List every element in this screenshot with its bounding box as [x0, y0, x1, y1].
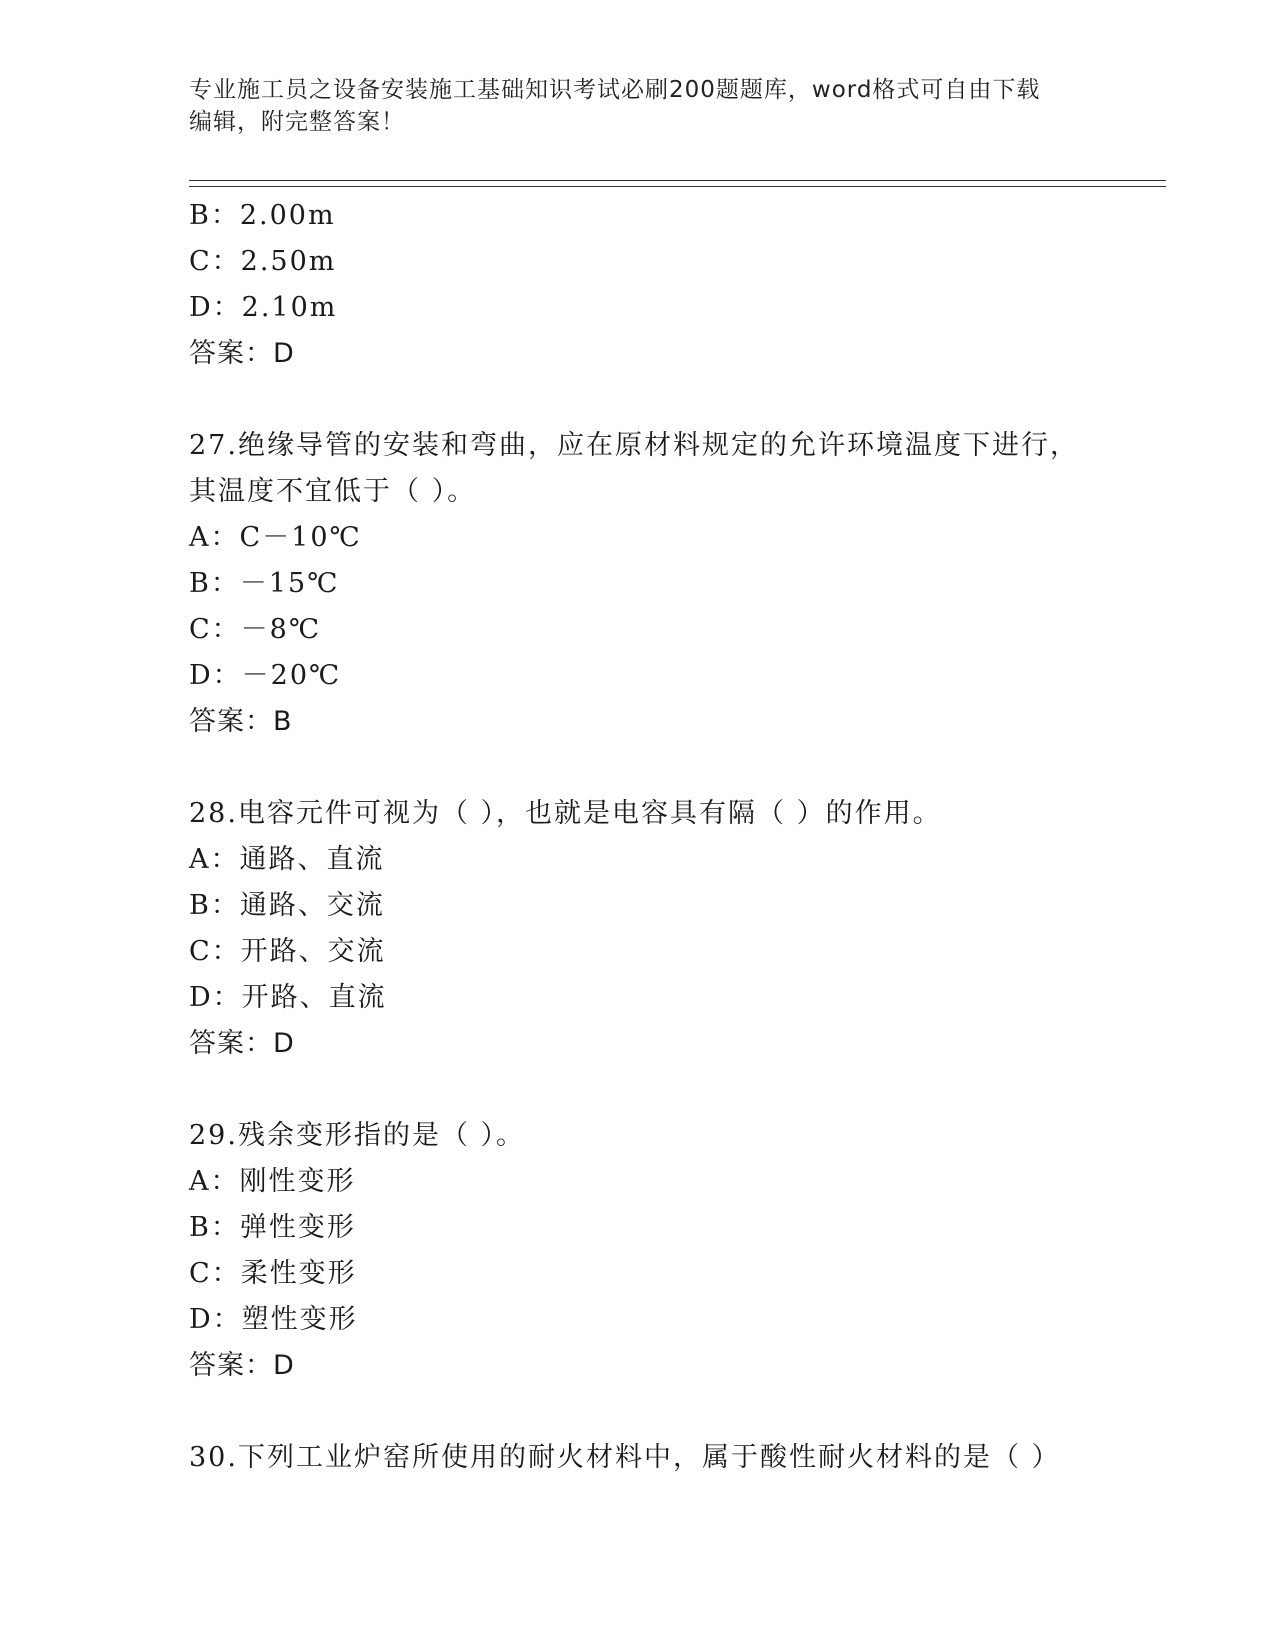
answer: 答案：D — [189, 1350, 295, 1381]
question-stem-line-1: 27.绝缘导管的安装和弯曲，应在原材料规定的允许环境温度下进行， — [189, 430, 1079, 461]
question-spacer — [189, 1067, 1166, 1113]
question-spacer — [189, 377, 1166, 423]
question-spacer — [189, 745, 1166, 791]
question-30 — [189, 1435, 1166, 1481]
answer: 答案：B — [189, 706, 293, 737]
question-stem: 30.下列工业炉窑所使用的耐火材料中，属于酸性耐火材料的是（ ） — [189, 1442, 1061, 1473]
header-title-line-2: 编辑，附完整答案！ — [189, 109, 405, 135]
option-c: C：－8℃ — [189, 614, 322, 645]
question-28 — [189, 791, 1166, 1067]
option-c: C：开路、交流 — [189, 936, 386, 967]
header-title-line-1: 专业施工员之设备安装施工基础知识考试必刷200题题库，word格式可自由下载 — [189, 77, 1041, 103]
option-d: D：开路、直流 — [189, 982, 387, 1013]
option-c: C：2.50m — [189, 246, 337, 277]
header-divider — [189, 180, 1166, 187]
question-29 — [189, 1113, 1166, 1389]
option-d: D：塑性变形 — [189, 1304, 358, 1335]
document-body — [189, 193, 1166, 1481]
question-stem: 29.残余变形指的是（ ）。 — [189, 1120, 526, 1151]
question-26-tail — [189, 193, 1166, 377]
option-b: B：2.00m — [189, 200, 336, 231]
question-stem: 28.电容元件可视为（ ），也就是电容具有隔（ ）的作用。 — [189, 798, 942, 829]
answer: 答案：D — [189, 338, 295, 369]
option-a: A：刚性变形 — [189, 1166, 356, 1197]
option-d: D：2.10m — [189, 292, 338, 323]
question-27 — [189, 423, 1166, 745]
document-header — [189, 74, 1089, 138]
option-d: D：－20℃ — [189, 660, 342, 691]
option-c: C：柔性变形 — [189, 1258, 357, 1289]
answer: 答案：D — [189, 1028, 295, 1059]
question-spacer — [189, 1389, 1166, 1435]
option-a: A：C－10℃ — [189, 522, 362, 553]
question-stem-line-2: 其温度不宜低于（ ）。 — [189, 476, 477, 507]
option-b: B：通路、交流 — [189, 890, 385, 921]
option-b: B：－15℃ — [189, 568, 340, 599]
option-a: A：通路、直流 — [189, 844, 385, 875]
option-b: B：弹性变形 — [189, 1212, 356, 1243]
